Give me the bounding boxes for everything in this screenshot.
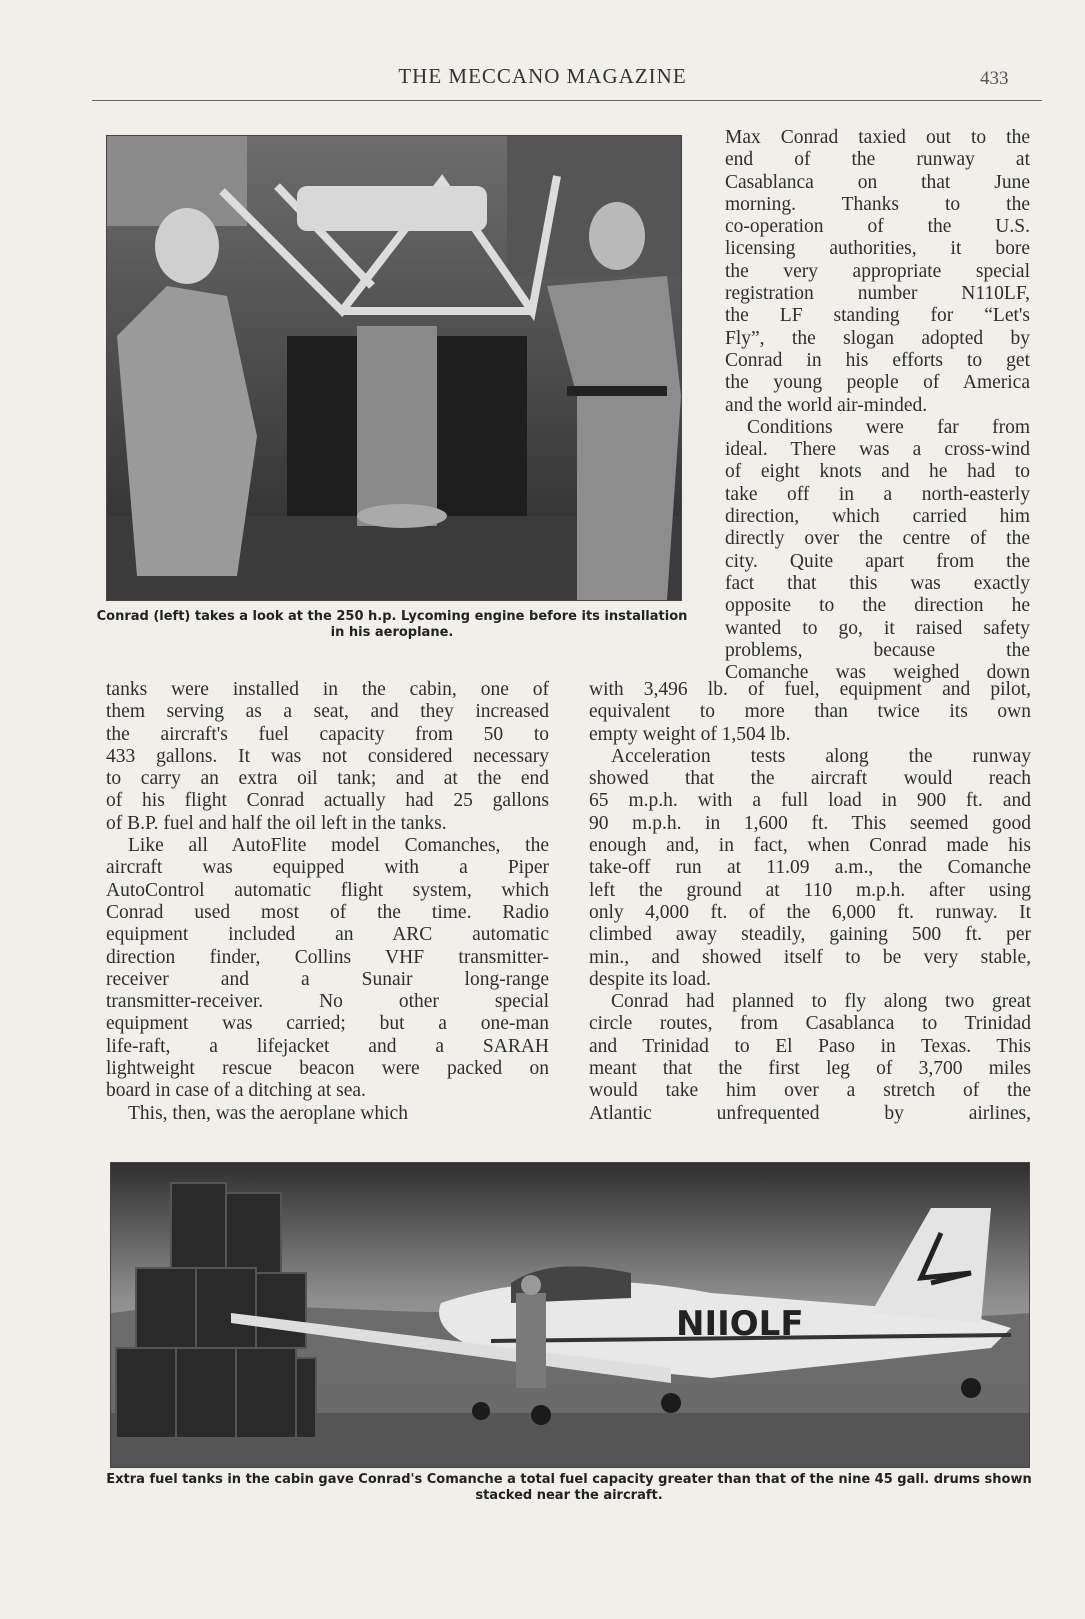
text-line: board in case of a ditching at sea.	[106, 1080, 366, 1102]
text-line: co-operation of the U.S.	[725, 216, 1030, 238]
text-line: take-off run at 11.09 a.m., the Comanche	[589, 857, 1031, 879]
text-line: wanted to go, it raised safety	[725, 617, 1030, 639]
text-line: the young people of America	[725, 372, 1030, 394]
text-line: life-raft, a lifejacket and a SARAH	[106, 1035, 549, 1057]
text-line: end of the runway at	[725, 149, 1030, 171]
text-line: problems, because the	[725, 639, 1030, 661]
text-line: them serving as a seat, and they increased	[106, 701, 549, 723]
text-line: enough and, in fact, when Conrad made his	[589, 835, 1031, 857]
text-line: with 3,496 lb. of fuel, equipment and pilot,	[589, 679, 1031, 700]
text-line: meant that the first leg of 3,700 miles	[589, 1058, 1031, 1080]
text-line: climbed away steadily, gaining 500 ft. per	[589, 924, 1031, 946]
text-line: the LF standing for “Let's	[725, 305, 1030, 327]
text-line: would take him over a stretch of the	[589, 1080, 1031, 1102]
text-line: direction finder, Collins VHF transmitter-	[106, 946, 549, 968]
text-line: Comanche was weighed down	[725, 662, 1030, 684]
column-right-top	[725, 127, 1030, 684]
text-line: Conrad used most of the time. Radio	[106, 901, 549, 923]
text-line: equipment was carried; but a one-man	[106, 1013, 549, 1035]
text-line: despite its load.	[589, 968, 711, 990]
magazine-title: THE MECCANO MAGAZINE	[398, 64, 687, 88]
text-line: Max Conrad taxied out to the	[725, 127, 1030, 148]
text-line: tanks were installed in the cabin, one of	[106, 679, 549, 700]
text-line: take off in a north-easterly	[725, 483, 1030, 505]
text-line: direction, which carried him	[725, 506, 1030, 528]
column-right-bottom	[589, 679, 1031, 1125]
page-number: 433	[980, 68, 1009, 89]
text-line: circle routes, from Casablanca to Trinidad	[589, 1013, 1031, 1035]
aircraft-photo	[110, 1162, 1030, 1468]
text-line: Casablanca on that June	[725, 171, 1030, 193]
text-line: fact that this was exactly	[725, 572, 1030, 594]
aircraft-photo-caption: Extra fuel tanks in the cabin gave Conrad's Comanche a total fuel capacity greater than that of the nine 45 gall. drums shown stacked near the aircraft.	[106, 1472, 1032, 1503]
text-line: and Trinidad to El Paso in Texas. This	[589, 1035, 1031, 1057]
text-line: ideal. There was a cross-wind	[725, 439, 1030, 461]
text-line: 90 m.p.h. in 1,600 ft. This seemed good	[589, 812, 1031, 834]
aircraft-registration: NIIOLF	[676, 1304, 804, 1344]
text-line: showed that the aircraft would reach	[589, 768, 1031, 790]
text-line: Conrad in his efforts to get	[725, 349, 1030, 371]
text-line: empty weight of 1,504 lb.	[589, 723, 791, 745]
text-line: the very appropriate special	[725, 260, 1030, 282]
text-line: aircraft was equipped with a Piper	[106, 857, 549, 879]
text-line: Like all AutoFlite model Comanches, the	[128, 835, 549, 857]
text-line: of his flight Conrad actually had 25 gallons	[106, 790, 549, 812]
text-line: Acceleration tests along the runway	[611, 745, 1031, 767]
header-rule	[92, 100, 1042, 101]
text-line: Conrad had planned to fly along two great	[611, 991, 1031, 1013]
text-line: lightweight rescue beacon were packed on	[106, 1058, 549, 1080]
text-line: morning. Thanks to the	[725, 193, 1030, 215]
text-line: AutoControl automatic flight system, which	[106, 879, 549, 901]
text-line: This, then, was the aeroplane which	[128, 1102, 408, 1124]
text-line: 65 m.p.h. with a full load in 900 ft. and	[589, 790, 1031, 812]
text-line: Conditions were far from	[747, 416, 1030, 438]
engine-photo-caption: Conrad (left) takes a look at the 250 h.p. Lycoming engine before its installation in his aeroplane.	[96, 609, 688, 640]
text-line: licensing authorities, it bore	[725, 238, 1030, 260]
text-line: equivalent to more than twice its own	[589, 701, 1031, 723]
text-line: receiver and a Sunair long-range	[106, 968, 549, 990]
text-line: to carry an extra oil tank; and at the end	[106, 768, 549, 790]
text-line: of eight knots and he had to	[725, 461, 1030, 483]
text-line: of B.P. fuel and half the oil left in the tanks.	[106, 812, 447, 834]
engine-photo	[106, 135, 682, 601]
text-line: transmitter-receiver. No other special	[106, 991, 549, 1013]
text-line: city. Quite apart from the	[725, 550, 1030, 572]
column-left	[106, 679, 549, 1125]
text-line: the aircraft's fuel capacity from 50 to	[106, 723, 549, 745]
text-line: 433 gallons. It was not considered necessary	[106, 745, 549, 767]
text-line: registration number N110LF,	[725, 283, 1030, 305]
text-line: opposite to the direction he	[725, 595, 1030, 617]
text-line: min., and showed itself to be very stable,	[589, 946, 1031, 968]
text-line: only 4,000 ft. of the 6,000 ft. runway. It	[589, 901, 1031, 923]
text-line: directly over the centre of the	[725, 528, 1030, 550]
text-line: equipment included an ARC automatic	[106, 924, 549, 946]
text-line: left the ground at 110 m.p.h. after using	[589, 879, 1031, 901]
text-line: Atlantic unfrequented by airlines,	[589, 1102, 1031, 1124]
text-line: Fly”, the slogan adopted by	[725, 327, 1030, 349]
text-line: and the world air-minded.	[725, 394, 928, 416]
